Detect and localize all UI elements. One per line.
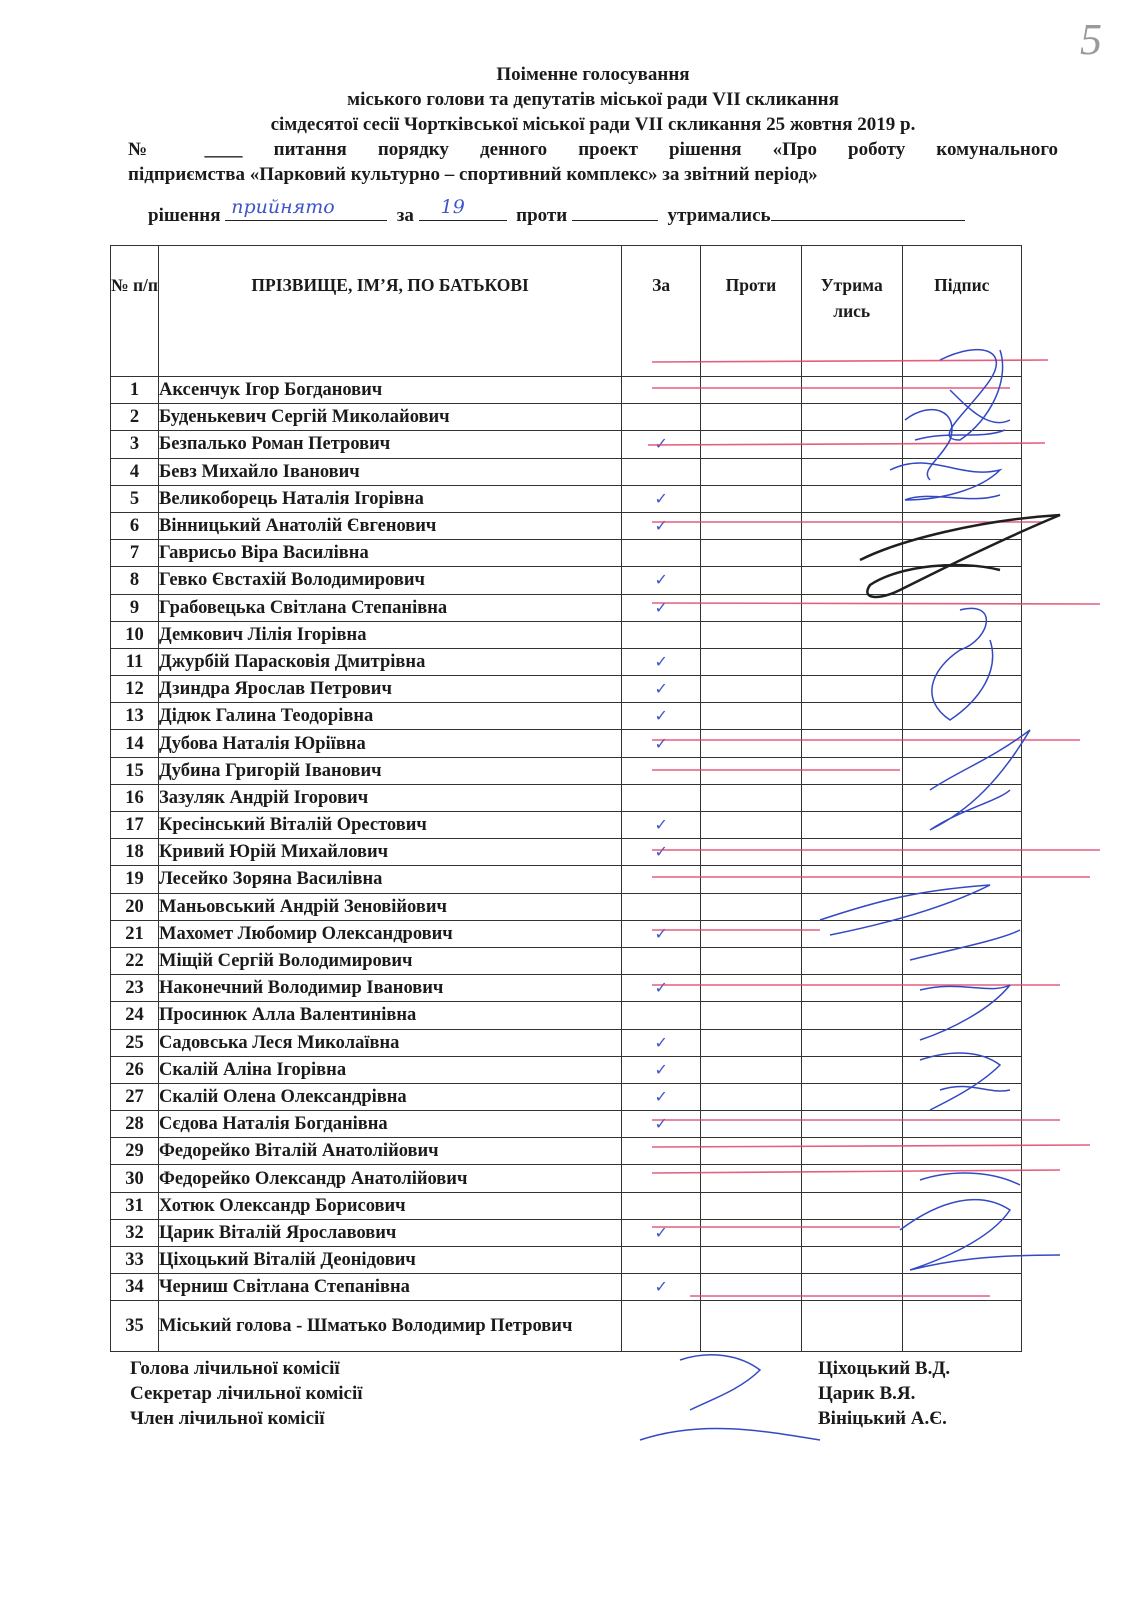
name-chair: Ціхоцький В.Д. [818,1358,951,1379]
table-row [111,621,1022,648]
vote-abstained-cell [801,757,902,784]
signature-cell [902,812,1021,839]
header-agenda-continued: підприємства «Парковий культурно – спортивний комплекс» за звітний період» [128,164,818,185]
vote-for-cell [622,431,701,458]
signature-cell [902,648,1021,675]
table-row [111,512,1022,539]
deputy-name: Дубина Григорій Іванович [158,757,621,784]
vote-against-cell [701,676,802,703]
vote-abstained-cell [801,947,902,974]
header-name: ПРІЗВИЩЕ, ІМ’Я, ПО БАТЬКОВІ [158,246,621,377]
vote-for-cell [622,1192,701,1219]
table-row [111,1274,1022,1301]
vote-against-cell [701,594,802,621]
signature-cell [902,404,1021,431]
signature-cell [902,975,1021,1002]
row-number: 32 [111,1219,159,1246]
header-session: сімдесятої сесії Чортківської міської ради VII скликання 25 жовтня 2019 р. [270,114,916,135]
row-number: 18 [111,839,159,866]
vote-abstained-cell [801,866,902,893]
table-row [111,866,1022,893]
table-row [111,676,1022,703]
signature-cell [902,1111,1021,1138]
vote-against-cell [701,1029,802,1056]
vote-for-cell [622,757,701,784]
role-secretary: Секретар лічильної комісії [130,1383,363,1404]
check-mark-icon: ✓ [654,1032,668,1052]
vote-for-cell [622,703,701,730]
table-row [111,975,1022,1002]
vote-for-cell [622,1219,701,1246]
row-number: 6 [111,512,159,539]
header-agenda-item: № ____ питання порядку денного проект рішення «Про роботу комунального [128,139,1058,160]
vote-for-cell [622,377,701,404]
vote-abstained-cell [801,648,902,675]
deputy-name: Грабовецька Світлана Степанівна [158,594,621,621]
vote-for-cell [622,1056,701,1083]
vote-against-cell [701,866,802,893]
name-member: Вініцький А.Є. [818,1408,947,1429]
deputy-name: Просинюк Алла Валентинівна [158,1002,621,1029]
deputy-name: Бевз Михайло Іванович [158,458,621,485]
vote-for-cell [622,730,701,757]
vote-for-cell [622,975,701,1002]
check-mark-icon: ✓ [654,597,668,617]
table-row [111,540,1022,567]
table-row [111,784,1022,811]
deputy-name: Кривий Юрій Михайлович [158,839,621,866]
table-row [111,648,1022,675]
vote-abstained-cell [801,431,902,458]
table-row [111,1247,1022,1274]
table-row [111,703,1022,730]
vote-against-cell [701,404,802,431]
vote-for-cell [622,676,701,703]
voting-table [110,245,1022,1352]
vote-against-cell [701,893,802,920]
row-number: 25 [111,1029,159,1056]
table-row [111,1002,1022,1029]
deputy-name: Лесейко Зоряна Василівна [158,866,621,893]
vote-for-cell [622,1301,701,1352]
vote-abstained-cell [801,784,902,811]
vote-for-cell [622,1165,701,1192]
table-row [111,730,1022,757]
row-number: 24 [111,1002,159,1029]
vote-against-cell [701,1056,802,1083]
role-chair: Голова лічильної комісії [130,1358,340,1379]
row-number: 17 [111,812,159,839]
deputy-name: Дзиндра Ярослав Петрович [158,676,621,703]
deputy-name: Ціхоцький Віталій Деонідович [158,1247,621,1274]
vote-against-cell [701,567,802,594]
deputy-name: Міський голова - Шматько Володимир Петрович [158,1301,621,1352]
deputy-name: Наконечний Володимир Іванович [158,975,621,1002]
signature-cell [902,567,1021,594]
signature-cell [902,458,1021,485]
vote-against-cell [701,703,802,730]
table-row [111,431,1022,458]
vote-abstained-cell [801,377,902,404]
vote-abstained-cell [801,1301,902,1352]
row-number: 19 [111,866,159,893]
check-mark-icon: ✓ [654,1086,668,1106]
row-number: 16 [111,784,159,811]
vote-for-cell [622,1138,701,1165]
check-mark-icon: ✓ [654,1222,668,1242]
vote-for-cell [622,866,701,893]
table-row [111,404,1022,431]
deputy-name: Зазуляк Андрій Ігорович [158,784,621,811]
vote-against-cell [701,812,802,839]
row-number: 5 [111,485,159,512]
row-number: 31 [111,1192,159,1219]
check-mark-icon: ✓ [654,679,668,699]
decision-summary [148,196,965,227]
deputy-name: Вінницький Анатолій Євгенович [158,512,621,539]
signature-cell [902,512,1021,539]
vote-against-cell [701,1274,802,1301]
vote-against-cell [701,920,802,947]
row-number: 27 [111,1083,159,1110]
vote-against-cell [701,621,802,648]
row-number: 34 [111,1274,159,1301]
row-number: 9 [111,594,159,621]
vote-abstained-cell [801,621,902,648]
signature-cell [902,1138,1021,1165]
vote-against-cell [701,975,802,1002]
vote-for-cell [622,404,701,431]
vote-for-cell [622,1083,701,1110]
table-header-row [111,246,1022,377]
table-row [111,1219,1022,1246]
for-value: 19 [440,196,465,218]
for-field [419,196,507,221]
vote-abstained-cell [801,730,902,757]
table-row [111,1111,1022,1138]
vote-against-cell [701,540,802,567]
header-number: № п/п [111,246,159,377]
decision-value: прийнято [231,196,335,218]
name-secretary: Царик В.Я. [818,1383,916,1404]
role-member: Член лічильної комісії [130,1408,325,1429]
header-against: Проти [701,246,802,377]
check-mark-icon: ✓ [654,815,668,835]
vote-against-cell [701,1219,802,1246]
row-number: 3 [111,431,159,458]
row-number: 29 [111,1138,159,1165]
row-number: 4 [111,458,159,485]
vote-abstained-cell [801,1111,902,1138]
deputy-name: Аксенчук Ігор Богданович [158,377,621,404]
check-mark-icon: ✓ [654,488,668,508]
signature-mark [640,1355,820,1440]
signature-cell [902,377,1021,404]
row-number: 12 [111,676,159,703]
check-mark-icon: ✓ [654,978,668,998]
vote-against-cell [701,485,802,512]
vote-abstained-cell [801,1247,902,1274]
vote-against-cell [701,458,802,485]
table-row [111,458,1022,485]
for-label: за [396,205,414,226]
check-mark-icon: ✓ [654,516,668,536]
vote-against-cell [701,1083,802,1110]
vote-for-cell [622,1111,701,1138]
vote-for-cell [622,567,701,594]
vote-against-cell [701,730,802,757]
signature-cell [902,839,1021,866]
signature-cell [902,757,1021,784]
deputy-name: Хотюк Олександр Борисович [158,1192,621,1219]
vote-abstained-cell [801,540,902,567]
vote-against-cell [701,648,802,675]
deputy-name: Федорейко Віталій Анатолійович [158,1138,621,1165]
vote-abstained-cell [801,1165,902,1192]
page-number: 5 [1080,15,1102,64]
vote-abstained-cell [801,975,902,1002]
vote-abstained-cell [801,676,902,703]
row-number: 28 [111,1111,159,1138]
vote-against-cell [701,839,802,866]
signature-cell [902,703,1021,730]
vote-against-cell [701,1247,802,1274]
vote-abstained-cell [801,1083,902,1110]
signature-cell [902,893,1021,920]
signature-cell [902,1219,1021,1246]
deputy-name: Джурбій Парасковія Дмитрівна [158,648,621,675]
table-row [111,757,1022,784]
vote-abstained-cell [801,1029,902,1056]
deputy-name: Дідюк Галина Теодорівна [158,703,621,730]
vote-abstained-cell [801,1056,902,1083]
check-mark-icon: ✓ [654,434,668,454]
vote-against-cell [701,377,802,404]
table-row [111,920,1022,947]
header-signature: Підпис [902,246,1021,377]
signature-cell [902,1192,1021,1219]
row-number: 22 [111,947,159,974]
signature-cell [902,485,1021,512]
abstained-field [771,200,965,221]
row-number: 33 [111,1247,159,1274]
signature-cell [902,676,1021,703]
signature-cell [902,784,1021,811]
table-row [111,893,1022,920]
vote-abstained-cell [801,458,902,485]
vote-for-cell [622,839,701,866]
table-row [111,1301,1022,1352]
signature-cell [902,540,1021,567]
vote-for-cell [622,1002,701,1029]
vote-against-cell [701,757,802,784]
vote-abstained-cell [801,567,902,594]
row-number: 15 [111,757,159,784]
table-row [111,1029,1022,1056]
vote-for-cell [622,893,701,920]
row-number: 2 [111,404,159,431]
deputy-name: Скалій Аліна Ігорівна [158,1056,621,1083]
row-number: 13 [111,703,159,730]
deputy-name: Гевко Євстахій Володимирович [158,567,621,594]
vote-abstained-cell [801,1138,902,1165]
signature-cell [902,594,1021,621]
vote-abstained-cell [801,1192,902,1219]
signature-cell [902,1274,1021,1301]
check-mark-icon: ✓ [654,1277,668,1297]
vote-against-cell [701,1138,802,1165]
row-number: 26 [111,1056,159,1083]
vote-against-cell [701,784,802,811]
vote-against-cell [701,1192,802,1219]
table-row [111,567,1022,594]
vote-for-cell [622,621,701,648]
check-mark-icon: ✓ [654,1114,668,1134]
row-number: 7 [111,540,159,567]
deputy-name: Скалій Олена Олександрівна [158,1083,621,1110]
row-number: 10 [111,621,159,648]
vote-against-cell [701,512,802,539]
check-mark-icon: ✓ [654,842,668,862]
table-row [111,1056,1022,1083]
signature-cell [902,1002,1021,1029]
signature-cell [902,621,1021,648]
abstained-label: утримались [667,205,771,226]
table-row [111,839,1022,866]
check-mark-icon: ✓ [654,733,668,753]
vote-abstained-cell [801,1274,902,1301]
vote-abstained-cell [801,485,902,512]
deputy-name: Великоборець Наталія Ігорівна [158,485,621,512]
vote-against-cell [701,1002,802,1029]
header-for: За [622,246,701,377]
deputy-name: Федорейко Олександр Анатолійович [158,1165,621,1192]
vote-for-cell [622,512,701,539]
deputy-name: Гаврисьо Віра Василівна [158,540,621,567]
vote-abstained-cell [801,1002,902,1029]
table-row [111,947,1022,974]
vote-abstained-cell [801,594,902,621]
deputy-name: Буденькевич Сергій Миколайович [158,404,621,431]
deputy-name: Царик Віталій Ярославович [158,1219,621,1246]
vote-for-cell [622,947,701,974]
vote-abstained-cell [801,839,902,866]
signature-cell [902,431,1021,458]
vote-abstained-cell [801,920,902,947]
deputy-name: Черниш Світлана Степанівна [158,1274,621,1301]
row-number: 20 [111,893,159,920]
header-title: Поіменне голосування [496,64,690,85]
signature-cell [902,1056,1021,1083]
deputy-name: Сєдова Наталія Богданівна [158,1111,621,1138]
deputy-name: Демкович Лілія Ігорівна [158,621,621,648]
deputy-name: Кресінський Віталій Орестович [158,812,621,839]
deputy-name: Маньовський Андрій Зеновійович [158,893,621,920]
vote-for-cell [622,485,701,512]
header-abstained: Утримались [801,246,902,377]
check-mark-icon: ✓ [654,651,668,671]
vote-for-cell [622,812,701,839]
deputy-name: Безпалько Роман Петрович [158,431,621,458]
signature-cell [902,730,1021,757]
vote-for-cell [622,1274,701,1301]
check-mark-icon: ✓ [654,570,668,590]
commission-roles [130,1356,363,1431]
vote-abstained-cell [801,703,902,730]
vote-for-cell [622,920,701,947]
row-number: 23 [111,975,159,1002]
row-number: 8 [111,567,159,594]
table-row [111,1138,1022,1165]
table-row [111,485,1022,512]
row-number: 30 [111,1165,159,1192]
deputy-name: Садовська Леся Миколаївна [158,1029,621,1056]
signature-cell [902,1247,1021,1274]
commission-names [818,1356,950,1431]
vote-for-cell [622,784,701,811]
row-number: 11 [111,648,159,675]
vote-abstained-cell [801,512,902,539]
decision-field [225,196,387,221]
row-number: 35 [111,1301,159,1352]
vote-for-cell [622,458,701,485]
row-number: 14 [111,730,159,757]
decision-label: рішення [148,205,221,226]
signature-cell [902,1083,1021,1110]
signature-cell [902,1165,1021,1192]
table-row [111,1192,1022,1219]
vote-against-cell [701,1111,802,1138]
vote-for-cell [622,540,701,567]
signature-cell [902,920,1021,947]
table-row [111,1083,1022,1110]
table-row [111,1165,1022,1192]
check-mark-icon: ✓ [654,706,668,726]
against-field [572,200,658,221]
table-row [111,594,1022,621]
signature-cell [902,1029,1021,1056]
vote-against-cell [701,1165,802,1192]
deputy-name: Дубова Наталія Юріївна [158,730,621,757]
document-header [128,62,1058,187]
vote-against-cell [701,947,802,974]
table-row [111,377,1022,404]
vote-abstained-cell [801,893,902,920]
vote-for-cell [622,1247,701,1274]
header-subtitle: міського голови та депутатів міської ради VII скликання [347,89,839,110]
signature-cell [902,1301,1021,1352]
vote-against-cell [701,431,802,458]
row-number: 21 [111,920,159,947]
deputy-name: Махомет Любомир Олександрович [158,920,621,947]
row-number: 1 [111,377,159,404]
vote-abstained-cell [801,404,902,431]
vote-abstained-cell [801,1219,902,1246]
check-mark-icon: ✓ [654,923,668,943]
deputy-name: Міщій Сергій Володимирович [158,947,621,974]
signature-cell [902,947,1021,974]
vote-for-cell [622,648,701,675]
against-label: проти [516,205,568,226]
vote-for-cell [622,1029,701,1056]
vote-abstained-cell [801,812,902,839]
check-mark-icon: ✓ [654,1059,668,1079]
vote-against-cell [701,1301,802,1352]
table-row [111,812,1022,839]
vote-for-cell [622,594,701,621]
signature-cell [902,866,1021,893]
